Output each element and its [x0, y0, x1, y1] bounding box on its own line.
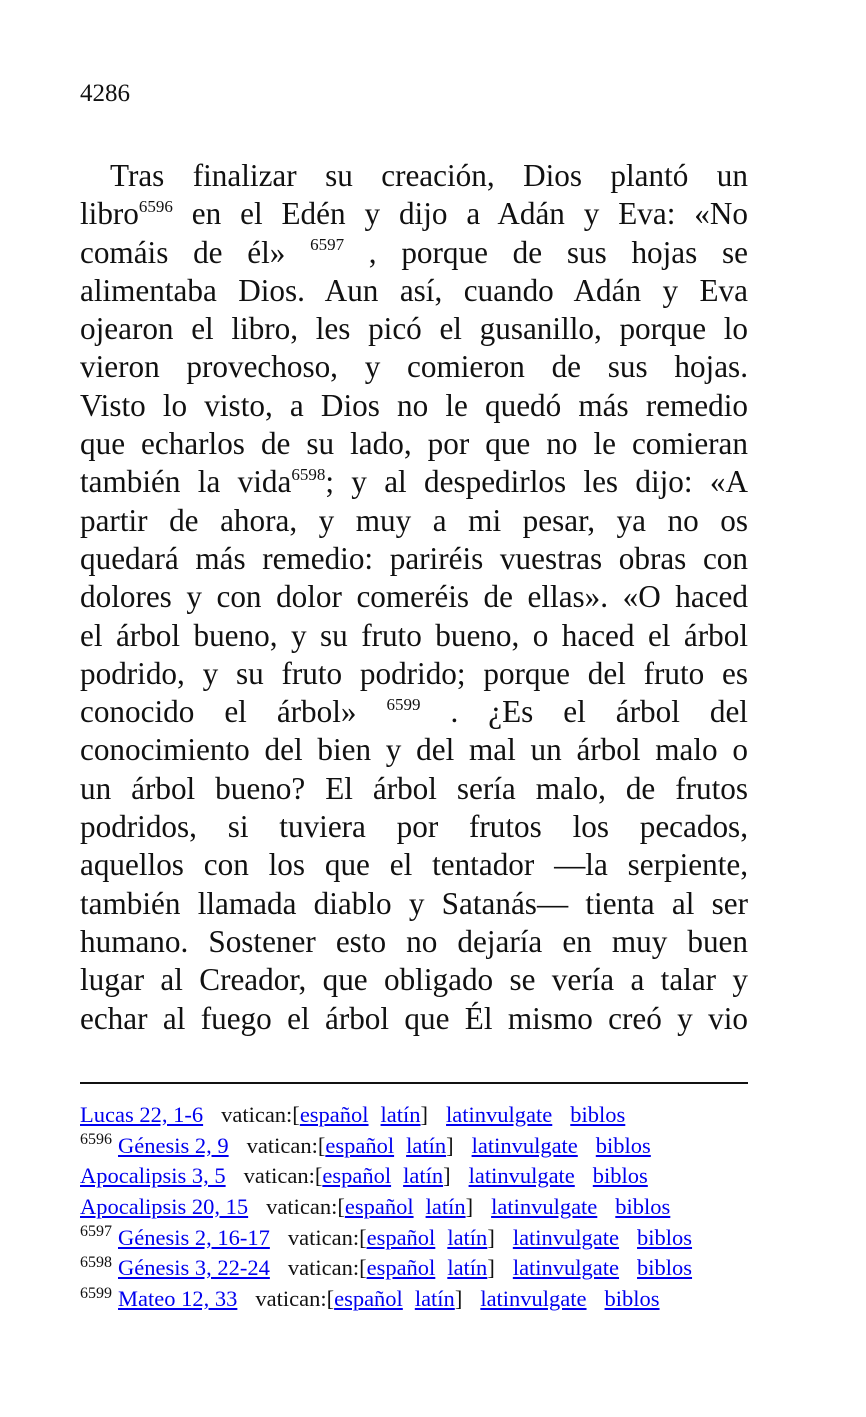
biblos-link[interactable]: biblos — [595, 1132, 651, 1158]
latin-link[interactable]: latín — [380, 1102, 421, 1127]
body-line: partir de ahora, y muy a mi pesar, ya no os — [80, 502, 748, 538]
latin-link[interactable]: latín — [447, 1224, 488, 1250]
footnote-number: 6596 — [80, 1131, 112, 1149]
bracket-close: ] — [487, 1224, 495, 1250]
footnote-marker[interactable]: 6598 — [291, 464, 326, 484]
espanol-link[interactable]: español — [334, 1286, 403, 1312]
bracket-close: ] — [446, 1132, 454, 1158]
espanol-link[interactable]: español — [366, 1255, 436, 1281]
bible-reference-link[interactable]: Apocalipsis 3, 5 — [80, 1163, 226, 1189]
bible-reference-link[interactable]: Génesis 2, 16-17 — [118, 1224, 270, 1250]
footnote-marker[interactable]: 6597 — [310, 235, 345, 255]
footnote-line — [80, 1223, 760, 1254]
body-line — [80, 195, 748, 233]
espanol-link[interactable]: español — [344, 1194, 414, 1220]
body-text-segment: ; y al despedirlos les dijo: «A — [325, 464, 748, 500]
vatican-label: vatican:[ — [243, 1163, 323, 1189]
footnote-marker[interactable]: 6596 — [138, 196, 173, 216]
espanol-link[interactable]: español — [299, 1102, 369, 1127]
bible-reference-link[interactable]: Génesis 2, 9 — [118, 1132, 229, 1158]
body-line: aquellos con los que el tentador —la serpiente, — [80, 847, 748, 883]
body-line: humano. Sostener esto no dejaría en muy buen — [80, 923, 748, 959]
body-line: que echarlos de su lado, por que no le comieran — [80, 426, 748, 462]
latin-link[interactable]: latín — [447, 1255, 488, 1281]
body-line: quedará más remedio: pariréis vuestras obras con — [80, 540, 748, 576]
vatican-label: vatican:[ — [266, 1194, 345, 1220]
body-text-segment: también la vida — [80, 464, 292, 500]
vatican-label: vatican:[ — [246, 1132, 326, 1158]
footnote-marker[interactable]: 6599 — [386, 694, 421, 714]
body-line: alimentaba Dios. Aun así, cuando Adán y Eva — [80, 272, 748, 308]
bracket-close: ] — [487, 1255, 495, 1281]
body-paragraph — [80, 157, 748, 1038]
vatican-label: vatican:[ — [255, 1286, 335, 1312]
footnote-line — [80, 1131, 760, 1162]
latin-link[interactable]: latín — [414, 1286, 455, 1312]
body-line: echar al fuego el árbol que Él mismo creó y vio — [80, 1000, 748, 1036]
bracket-close: ] — [454, 1286, 463, 1312]
body-text-segment: . ¿Es el árbol del — [420, 694, 748, 730]
footnote-line — [80, 1192, 760, 1223]
footnotes — [80, 1100, 760, 1315]
biblos-link[interactable]: biblos — [615, 1194, 671, 1220]
latinvulgate-link[interactable]: latinvulgate — [446, 1102, 553, 1127]
footnote-number: 6599 — [80, 1284, 112, 1302]
bible-reference-link[interactable]: Génesis 3, 22-24 — [118, 1255, 270, 1281]
latinvulgate-link[interactable]: latinvulgate — [512, 1224, 620, 1250]
body-line: podrido, y su fruto podrido; porque del fruto es — [80, 655, 748, 691]
latinvulgate-link[interactable]: latinvulgate — [491, 1194, 598, 1220]
body-text-segment: libro — [80, 196, 139, 232]
body-line: lugar al Creador, que obligado se vería a talar y — [80, 962, 748, 998]
bracket-close: ] — [465, 1194, 474, 1220]
latin-link[interactable]: latín — [406, 1132, 447, 1158]
footnote-number: 6598 — [80, 1253, 112, 1271]
body-line: dolores y con dolor comeréis de ellas». «O haced — [80, 579, 748, 615]
body-line: también llamada diablo y Satanás— tienta al ser — [80, 885, 748, 921]
biblos-link[interactable]: biblos — [604, 1286, 660, 1312]
espanol-link[interactable]: español — [366, 1224, 436, 1250]
latinvulgate-link[interactable]: latinvulgate — [480, 1286, 587, 1312]
vatican-label: vatican:[ — [221, 1102, 300, 1127]
footnote-number: 6597 — [80, 1223, 112, 1241]
body-line: ojearon el libro, les picó el gusanillo, porque lo — [80, 311, 748, 347]
footnote-line — [80, 1100, 760, 1131]
bible-reference-link[interactable]: Mateo 12, 33 — [118, 1286, 238, 1312]
body-line: Visto lo visto, a Dios no le quedó más remedio — [80, 387, 748, 423]
footnote-line — [80, 1284, 760, 1315]
latinvulgate-link[interactable]: latinvulgate — [468, 1163, 575, 1189]
footnote-line — [80, 1161, 760, 1192]
body-line — [80, 463, 748, 501]
latin-link[interactable]: latín — [403, 1163, 444, 1189]
latin-link[interactable]: latín — [425, 1194, 466, 1220]
biblos-link[interactable]: biblos — [637, 1224, 693, 1250]
bible-reference-link[interactable]: Apocalipsis 20, 15 — [80, 1194, 249, 1220]
footnote-separator — [80, 1082, 748, 1084]
body-line: podridos, si tuviera por frutos los pecados, — [80, 809, 748, 845]
biblos-link[interactable]: biblos — [637, 1255, 693, 1281]
footnote-line — [80, 1253, 760, 1284]
biblos-link[interactable]: biblos — [592, 1163, 648, 1189]
espanol-link[interactable]: español — [322, 1163, 392, 1189]
vatican-label: vatican:[ — [287, 1255, 367, 1281]
page-number: 4286 — [80, 80, 130, 107]
body-line — [80, 234, 748, 272]
body-line — [80, 693, 748, 731]
body-text-segment: en el Edén y dijo a Adán y Eva: «No — [172, 196, 748, 232]
bible-reference-link[interactable]: Lucas 22, 1-6 — [80, 1102, 204, 1127]
body-line: el árbol bueno, y su fruto bueno, o haced el árbol — [80, 617, 748, 653]
vatican-label: vatican:[ — [287, 1224, 367, 1250]
body-text-segment: conocido el árbol» — [80, 694, 387, 730]
biblos-link[interactable]: biblos — [570, 1102, 626, 1127]
body-line: Tras finalizar su creación, Dios plantó un — [110, 158, 748, 193]
bracket-close: ] — [420, 1102, 429, 1127]
espanol-link[interactable]: español — [325, 1132, 395, 1158]
latinvulgate-link[interactable]: latinvulgate — [471, 1132, 578, 1158]
body-line: conocimiento del bien y del mal un árbol malo o — [80, 732, 748, 768]
body-line: vieron provechoso, y comieron de sus hojas. — [80, 349, 748, 385]
latinvulgate-link[interactable]: latinvulgate — [512, 1255, 620, 1281]
body-line: un árbol bueno? El árbol sería malo, de frutos — [80, 770, 748, 806]
bracket-close: ] — [443, 1163, 451, 1189]
body-text-segment: , porque de sus hojas se — [344, 234, 748, 270]
body-text-segment: comáis de él» — [80, 234, 311, 270]
